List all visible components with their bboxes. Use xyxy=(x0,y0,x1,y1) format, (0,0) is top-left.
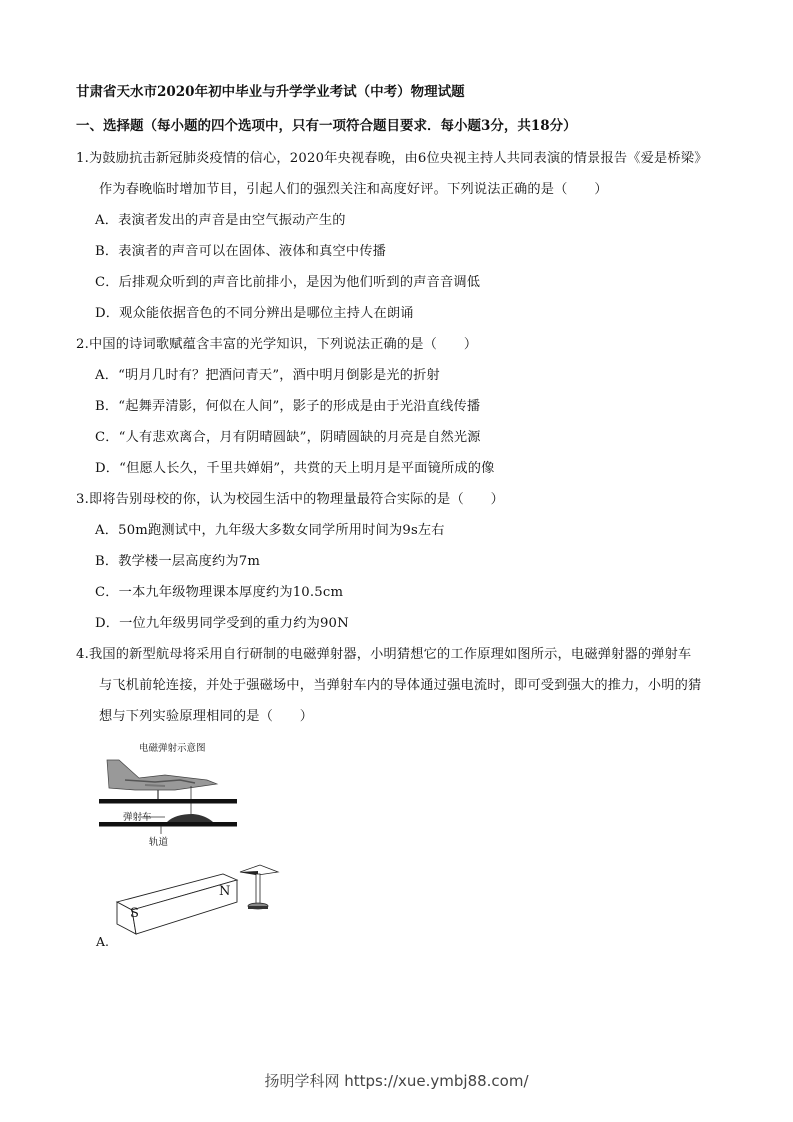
option-c: C．后排观众听到的声音比前排小，是因为他们听到的声音音调低 xyxy=(95,275,481,290)
track-label: 轨道 xyxy=(149,837,169,848)
diagram-caption: 电磁弹射示意图 xyxy=(139,743,206,754)
question-number: 2. xyxy=(76,337,89,352)
option-a-label: A. xyxy=(96,934,110,949)
option-a-figure xyxy=(90,862,290,952)
option-a: A．表演者发出的声音是由空气振动产生的 xyxy=(95,213,346,228)
option-c: C．一本九年级物理课本厚度约为10.5cm xyxy=(95,585,344,600)
stem-line: 为鼓励抗击新冠肺炎疫情的信心，2020年央视春晚，由6位央视主持人共同表演的情景报告《爱是桥梁》 xyxy=(88,151,708,166)
question-2-stem xyxy=(76,333,477,352)
option-b: B．“起舞弄清影，何似在人间”，影子的形成是由于光沿直线传播 xyxy=(95,399,481,414)
magnet-s-pole: S xyxy=(130,906,139,921)
option-a: A．“明月几时有？把酒问青天”，酒中明月倒影是光的折射 xyxy=(95,368,440,383)
stem-line: 作为春晚临时增加节目，引起人们的强烈关注和高度好评。下列说法正确的是（ ） xyxy=(99,182,608,197)
option-d: D．观众能依据音色的不同分辨出是哪位主持人在朗诵 xyxy=(95,306,414,321)
bar-magnet-icon xyxy=(90,862,290,952)
stem-line: 我国的新型航母将采用自行研制的电磁弹射器，小明猜想它的工作原理如图所示，电磁弹射器的弹射车 xyxy=(88,647,692,662)
cart-label: 弹射车 xyxy=(123,812,152,823)
stem-line: 想与下列实验原理相同的是（ ） xyxy=(99,709,314,724)
watermark-footer: 扬明学科网 https://xue.ymbj88.com/ xyxy=(264,1072,529,1090)
stem-line: 中国的诗词歌赋蕴含丰富的光学知识，下列说法正确的是（ ） xyxy=(88,337,478,352)
option-b: B．教学楼一层高度约为7m xyxy=(95,554,261,569)
section-heading: 一、选择题（每小题的四个选项中，只有一项符合题目要求．每小题3分，共18分） xyxy=(76,118,577,134)
magnet-n-pole: N xyxy=(219,884,231,899)
question-4-stem xyxy=(76,643,691,662)
question-1-stem xyxy=(76,147,708,166)
exam-title: 甘肃省天水市2020年初中毕业与升学学业考试（中考）物理试题 xyxy=(76,84,465,100)
question-number: 1. xyxy=(76,151,89,166)
question-number: 4. xyxy=(76,647,89,662)
option-c: C．“人有悲欢离合，月有阴晴圆缺”，阴晴圆缺的月亮是自然光源 xyxy=(95,430,481,445)
stem-line: 与飞机前轮连接，并处于强磁场中，当弹射车内的导体通过强电流时，即可受到强大的推力，小明的猜 xyxy=(99,678,702,693)
catapult-diagram xyxy=(95,738,240,850)
stem-line: 即将告别母校的你，认为校园生活中的物理量最符合实际的是（ ） xyxy=(88,492,504,507)
option-a: A．50m跑测试中，九年级大多数女同学所用时间为9s左右 xyxy=(95,523,445,538)
question-3-stem xyxy=(76,488,504,507)
question-number: 3. xyxy=(76,492,89,507)
option-d: D．“但愿人长久，千里共婵娟”，共赏的天上明月是平面镜所成的像 xyxy=(95,461,495,476)
option-b: B．表演者的声音可以在固体、液体和真空中传播 xyxy=(95,244,387,259)
option-d: D．一位九年级男同学受到的重力约为90N xyxy=(95,616,349,631)
